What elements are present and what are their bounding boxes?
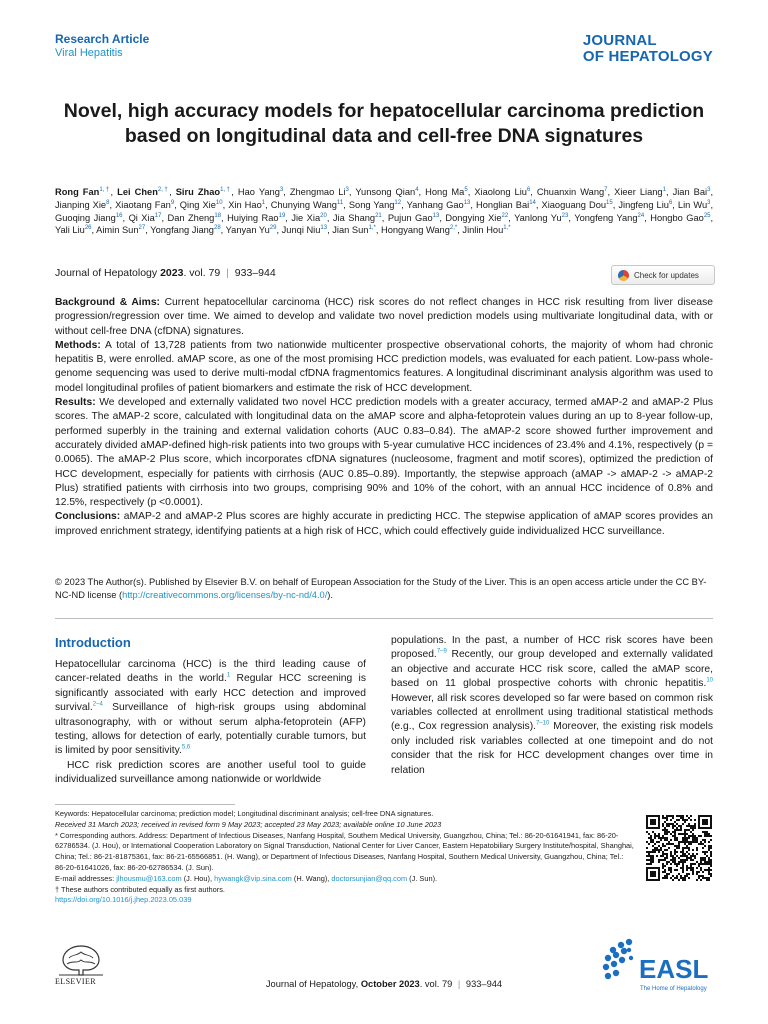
email-label: E-mail addresses:: [55, 873, 117, 883]
abstract-conclusions: [55, 510, 713, 539]
easl-name: EASL: [639, 954, 709, 984]
author-name: Yanhang Gao: [406, 199, 464, 210]
author-affiliation[interactable]: 19: [278, 212, 286, 219]
author-name: Aimin Sun: [96, 225, 139, 236]
abstract-label: Background & Aims:: [55, 297, 160, 308]
author-affiliation[interactable]: 1: [662, 186, 666, 193]
corresponding-authors: * Corresponding authors. Address: Department of Infectious Diseases, Nanfang Hospital, Southern Medical University, Guangzhou, China; Tel.: 86-20-61641941, fax: 86-20-62786534. (J. Hou), or International Cooperation Laboratory on Signal Transduction, National Center for Liver Cancer, Eastern Hepatobiliary Surgery Institute/hospital, Shanghai, China; Tel.: 86-21-81875361, fax: 86-21-65566851. (H. Wang), or Department of Infectious Diseases, Nanfang Hospital, Southern Medical University, Guangzhou, China; Tel.: 86-20-61641026, fax: 86-20-62786534. (J. Sun).: [55, 830, 634, 872]
author: [462, 225, 510, 235]
journal-logo: [583, 33, 713, 65]
author-name: Yali Liu: [55, 225, 85, 236]
abstract-text: aMAP-2 and aMAP-2 Plus scores are highly accurate in predicting HCC. The stepwise application of aMAP scores provides an improved enrichment strategy, identifying patients at a high risk of HCC, which could effectively guide individualized HCC surveillance.: [55, 511, 713, 537]
footer-journal: Journal of Hepatology,: [265, 979, 361, 989]
author: [238, 187, 283, 197]
author: [55, 213, 123, 223]
author-affiliation[interactable]: 12: [394, 199, 402, 206]
intro-text: Hepatocellular carcinoma (HCC) is the third leading cause of cancer-related deaths in the world.: [55, 659, 366, 685]
author-affiliation[interactable]: 17: [154, 212, 162, 219]
email-link[interactable]: jlhousmu@163.com: [116, 873, 182, 883]
author-affiliation[interactable]: 15: [606, 199, 613, 206]
author-affiliation[interactable]: 9: [170, 199, 175, 206]
abstract-text: Current hepatocellular carcinoma (HCC) risk scores do not reflect changes in HCC risk resulting from liver disease progression/regression over time. We aimed to develop and validate two novel prediction models using multivariate longitudinal data, with or without cell-free DNA (cfDNA) signatures.: [55, 297, 713, 337]
intro-left-column: [55, 635, 366, 788]
author: [388, 213, 440, 223]
author-list: Rong Fan$^{1,\dagger}$, Lei Chen$^{2,\dagger}$, Siru Zhao$^{1,\dagger}$, Hao Yang$^3$, Zhengmao Li$^3$, Yunsong Qian$^4$, Hong Ma$^5$, Xiaolong Liu$^6$, Chuanxin Wang$^7$, Xieer Liang$^1$, Jian Bai$^3$, Jianping Xie$^8$, Xiaotang Fan$^9$, Qing Xie$^{10}$, Xin Hao$^1$, Chunying Wang$^{11}$, Song Yang$^{12}$, Yanhang Gao$^{13}$, Honglian Bai$^{14}$, Xiaoguang Dou$^{15}$, Jingfeng Liu$^6$, Lin Wu$^3$, Guoqing Jiang$^{16}$, Qi Xia$^{17}$, Dan Zheng$^{18}$, Huiying Rao$^{19}$, Jie Xia$^{20}$, Jia Shang$^{21}$, Pujun Gao$^{13}$, Dongying Xie$^{22}$, Yanlong Yu$^{23}$, Yongfeng Yang$^{24}$, Hongbo Gao$^{25}$, Yali Liu$^{26}$, Aimin Sun$^{27}$, Yongfang Jiang$^{28}$, Yanyan Yu$^{29}$, Junqi Niu$^{13}$, Jian Sun$^{1,*}$, Hongyang Wang$^{2,*}$, Jinlin Hou$^{1,*}$: [55, 186, 714, 236]
author-affiliation[interactable]: 4: [415, 186, 419, 193]
author-affiliation[interactable]: 6: [526, 186, 531, 193]
footer-volume: . vol. 79: [419, 979, 453, 989]
citation-ref[interactable]: 7–9: [436, 648, 447, 655]
author-affiliation[interactable]: 2,*: [449, 225, 458, 232]
author: [291, 213, 326, 223]
article-section: Viral Hepatitis: [55, 47, 123, 59]
author-affiliation[interactable]: 25: [703, 212, 711, 219]
citation-ref[interactable]: 2–4: [92, 701, 103, 708]
author-name: Chuanxin Wang: [536, 187, 605, 197]
intro-right-column: [391, 634, 713, 778]
doi-link[interactable]: https://doi.org/10.1016/j.jhep.2023.05.039: [55, 895, 192, 905]
author: [425, 187, 468, 197]
author-affiliation[interactable]: 8: [106, 199, 110, 206]
author: [290, 187, 349, 197]
author-affiliation[interactable]: 3: [707, 199, 711, 206]
author-name: Huiying Rao: [227, 212, 279, 223]
author-name: Dan Zheng: [167, 212, 215, 223]
author-name: Guoqing Jiang: [55, 212, 116, 223]
author-name: Hong Ma: [425, 187, 465, 197]
keywords: Keywords: Hepatocellular carcinoma; prediction model; Longitudinal discriminant analysis; cell-free DNA signatures.: [55, 809, 434, 818]
citation-ref[interactable]: 1: [226, 672, 231, 679]
author-name: Jia Shang: [332, 212, 376, 223]
author-affiliation[interactable]: 21: [375, 212, 382, 219]
author-affiliation[interactable]: 1,†: [220, 186, 232, 193]
email-owner: (J. Sun).: [407, 873, 438, 883]
journal-logo-line1: JOURNAL: [582, 32, 657, 49]
author-affiliation[interactable]: 13: [320, 225, 328, 232]
abstract-methods: [55, 339, 713, 396]
article-title: Novel, high accuracy models for hepatocellular carcinoma prediction based on longitudinal data and cell-free DNA signatures: [63, 100, 705, 147]
author-name: Honglian Bai: [476, 199, 530, 210]
easl-logo: [599, 936, 713, 994]
author-name: Siru Zhao: [175, 187, 221, 197]
received-dates: Received 31 March 2023; received in revised form 9 May 2023; accepted 23 May 2023; available online 10 June 2023: [55, 819, 442, 829]
citation-ref[interactable]: 5,6: [181, 745, 191, 752]
intro-paragraph-3: [391, 634, 713, 778]
citation-separator: |: [226, 267, 229, 279]
copyright-end: ).: [327, 590, 333, 600]
author-name: Xieer Liang: [614, 187, 663, 197]
abstract-label: Conclusions:: [55, 511, 121, 523]
author: [117, 187, 169, 197]
author-affiliation[interactable]: 23: [561, 212, 569, 219]
author: [614, 187, 666, 197]
author: [673, 187, 711, 197]
author-name: Hongyang Wang: [380, 225, 450, 236]
email-owner: (J. Hou),: [181, 873, 215, 883]
article-header: [55, 32, 149, 60]
intro-text: However, all risk scores developed so far were based on common risk variables collected at enrollment using traditional statistical methods (e.g., Cox regression analysis).: [391, 692, 713, 733]
author-affiliation[interactable]: 14: [529, 199, 536, 206]
author: [355, 187, 418, 197]
author: [476, 200, 536, 210]
author-affiliation[interactable]: 11: [336, 199, 344, 206]
author: [55, 200, 109, 210]
author: [271, 200, 343, 210]
footer-pages: 933–944: [465, 979, 503, 989]
license-link[interactable]: http://creativecommons.org/licenses/by-nc-nd/4.0/: [122, 590, 328, 600]
author: [574, 213, 644, 223]
author: [618, 200, 672, 210]
author-name: Jianping Xie: [55, 199, 107, 210]
author: [55, 225, 92, 235]
author: [445, 213, 508, 223]
author-name: Yongfang Jiang: [150, 225, 214, 236]
intro-paragraph-1: [55, 658, 366, 759]
author-name: Jingfeng Liu: [618, 199, 669, 210]
abstract-text: A total of 13,728 patients from two nationwide multicenter prospective observational cohorts, the majority of whom had chronic hepatitis B, were enrolled. aMAP score, as one of the most promising HCC prediction models, was evaluated for each patient. Low-pass whole-genome sequencing was used to derive multi-modal cfDNA fragmentomics features. A longitudinal discriminant analysis algorithm was used to model longitudinal profiles of patient biomarkers and estimate the risk of HCC development.: [55, 339, 713, 394]
author: [115, 200, 174, 210]
citation-journal: Journal of Hepatology: [55, 267, 158, 279]
abstract: [55, 296, 713, 539]
author-name: Xiaoguang Dou: [541, 199, 607, 210]
author-name: Jian Sun: [332, 225, 369, 236]
author-name: Yunsong Qian: [355, 187, 416, 197]
journal-logo-line2: OF HEPATOLOGY: [582, 48, 713, 65]
easl-dots-icon: [603, 939, 633, 979]
author: [537, 187, 608, 197]
abstract-label: Methods:: [55, 339, 101, 351]
author-affiliation[interactable]: 24: [637, 212, 645, 219]
author: [180, 200, 223, 210]
publisher-name: ELSEVIER: [55, 977, 96, 986]
abstract-background: [55, 296, 713, 339]
citation-year: 2023: [160, 267, 184, 279]
abstract-label: Results:: [55, 397, 96, 409]
citation-line: [55, 267, 276, 279]
author: [381, 225, 457, 235]
author: [332, 225, 376, 235]
crossmark-icon: [618, 270, 629, 281]
copyright-notice: [55, 576, 713, 602]
author-affiliation[interactable]: 3: [279, 186, 284, 193]
author: [407, 200, 471, 210]
author: [227, 213, 285, 223]
qr-code-icon[interactable]: [646, 815, 712, 881]
author: [55, 187, 111, 197]
intro-text: Surveillance of high-risk groups using abdominal ultrasonography, with or without serum alpha-fetoprotein (AFP) testing, allows for detection of early, potentially curable tumors, but is limited by poor sensitivity.: [55, 702, 366, 757]
author-name: Xin Hao: [228, 199, 262, 210]
author: [333, 213, 382, 223]
footer-separator: |: [457, 979, 461, 989]
citation-ref[interactable]: 10: [706, 677, 713, 684]
author-name: Song Yang: [348, 199, 395, 210]
author: [150, 225, 220, 235]
author-affiliation[interactable]: 3: [707, 186, 711, 193]
author-name: Qi Xia: [128, 212, 155, 223]
intro-text: Moreover, the existing risk models only included risk variables collected at one timepoint and do not consider that the risk for HCC development changes over time in relation: [391, 721, 713, 776]
author-name: Hongbo Gao: [650, 212, 704, 223]
email-owner: (H. Wang),: [291, 873, 332, 883]
author-name: Yanlong Yu: [514, 212, 562, 223]
author-affiliation[interactable]: 26: [84, 225, 92, 232]
author-name: Hao Yang: [237, 187, 280, 197]
author-affiliation[interactable]: 29: [269, 225, 277, 232]
abstract-results: [55, 396, 713, 510]
author: [226, 225, 277, 235]
author: [228, 200, 265, 210]
citation-pages: 933–944: [234, 267, 276, 279]
author-affiliation[interactable]: 18: [214, 212, 222, 219]
footnotes: [55, 809, 635, 906]
section-divider: [55, 618, 713, 619]
author: [678, 200, 711, 210]
intro-paragraph-2: HCC risk prediction scores are another useful tool to guide individualized surveillance among nationwide or worldwide: [55, 759, 366, 786]
author: [176, 187, 232, 197]
author-affiliation[interactable]: 22: [501, 212, 509, 219]
author: [650, 213, 710, 223]
author: [542, 200, 613, 210]
author-name: Rong Fan: [55, 187, 100, 197]
footer-date: October 2023: [360, 979, 420, 989]
author-affiliation[interactable]: 7: [604, 186, 608, 193]
author-affiliation[interactable]: 13: [463, 199, 471, 206]
author-name: Lin Wu: [677, 199, 708, 210]
intro-text: populations. In the past, a number of HCC risk scores have been proposed.: [391, 635, 713, 661]
author-name: Xiaotang Fan: [115, 199, 171, 210]
author-name: Jinlin Hou: [462, 225, 504, 236]
author-name: Qing Xie: [179, 199, 216, 210]
author-affiliation[interactable]: 27: [138, 225, 146, 232]
author-affiliation[interactable]: 20: [320, 212, 327, 219]
check-for-updates-button[interactable]: [611, 265, 715, 285]
author-name: Lei Chen: [117, 187, 158, 197]
author-affiliation[interactable]: 2,†: [157, 186, 170, 193]
author-name: Dongying Xie: [445, 212, 502, 223]
author-affiliation[interactable]: 13: [432, 212, 440, 219]
author: [349, 200, 401, 210]
author: [514, 213, 568, 223]
author-name: Zhengmao Li: [289, 187, 346, 197]
citation-volume: . vol. 79: [183, 267, 221, 279]
easl-tagline: The Home of Hepatology: [640, 986, 707, 992]
author-name: Jie Xia: [291, 212, 321, 223]
author-affiliation[interactable]: 1,†: [99, 186, 111, 193]
author-name: Chunying Wang: [270, 199, 337, 210]
article-type: Research Article: [55, 32, 150, 46]
footnote-divider: [55, 804, 235, 805]
citation-ref[interactable]: 7–10: [536, 721, 550, 728]
author: [96, 225, 145, 235]
check-for-updates-label: Check for updates: [634, 270, 699, 280]
intro-text: Regular HCC screening is significantly associated with early HCC detection and improved survival.: [55, 673, 366, 714]
author-name: Xiaolong Liu: [474, 187, 527, 197]
author-name: Yongfeng Yang: [574, 212, 638, 223]
author-name: Yanyan Yu: [225, 225, 270, 236]
author: [282, 225, 327, 235]
author-affiliation[interactable]: 6: [668, 199, 673, 206]
author: [129, 213, 162, 223]
author: [474, 187, 530, 197]
email-addresses: [55, 874, 635, 885]
abstract-text: We developed and externally validated two novel HCC prediction models with a greater accuracy, termed aMAP-2 and aMAP-2 Plus scores. The aMAP-2 score, calculated with longitudinal data on the aMAP score and alpha-fetoprotein values during an up to 8-year follow-up, performed superbly in the training and external validation cohorts (AUC 0.83–0.84). The aMAP-2 score showed further improvement and accurately divided aMAP-defined high-risk patients into two groups with 5-year cumulative HCC incidences of 23.4% and 4.1%, respectively (p = 0.0065). The aMAP-2 Plus score, which incorporates cfDNA signatures (nucleosome, fragment and motif scores), optimized the prediction of HCC development, especially for patients with cirrhosis (AUC 0.85–0.89). Importantly, the stepwise approach (aMAP -> aMAP-2 -> aMAP-2 Plus) stratified patients with cirrhosis into two groups, comprising 90% and 10% of the cohort, with an annual HCC incidence of 0.8% and 12.5%, respectively (p <0.0001).: [55, 397, 713, 509]
author-affiliation[interactable]: 5: [464, 186, 468, 193]
copyright-text: © 2023 The Author(s). Published by Elsevier B.V. on behalf of European Association for the Study of the Liver. This is an open access article under the CC BY-NC-ND license (: [55, 577, 707, 600]
equal-contribution-note: † These authors contributed equally as first authors.: [55, 884, 225, 894]
author-affiliation[interactable]: 16: [115, 212, 123, 219]
author-affiliation[interactable]: 10: [215, 199, 223, 206]
author-name: Pujun Gao: [387, 212, 433, 223]
intro-text: Recently, our group developed and externally validated an objective and accurate HCC risk score, called the aMAP score, based on 11 global prospective cohorts with chronic hepatitis.: [391, 649, 713, 690]
author-affiliation[interactable]: 28: [213, 225, 221, 232]
author-name: Junqi Niu: [281, 225, 321, 236]
author-affiliation[interactable]: 1: [261, 199, 266, 206]
intro-heading: Introduction: [55, 635, 131, 650]
email-link[interactable]: hywangk@vip.sina.com: [214, 873, 292, 883]
author-affiliation[interactable]: 1,*: [368, 225, 376, 232]
author-affiliation[interactable]: 3: [345, 186, 349, 193]
author: [167, 213, 221, 223]
author-name: Jian Bai: [672, 187, 708, 197]
author-affiliation[interactable]: 1,*: [503, 225, 511, 232]
email-link[interactable]: doctorsunjian@qq.com: [331, 873, 408, 883]
